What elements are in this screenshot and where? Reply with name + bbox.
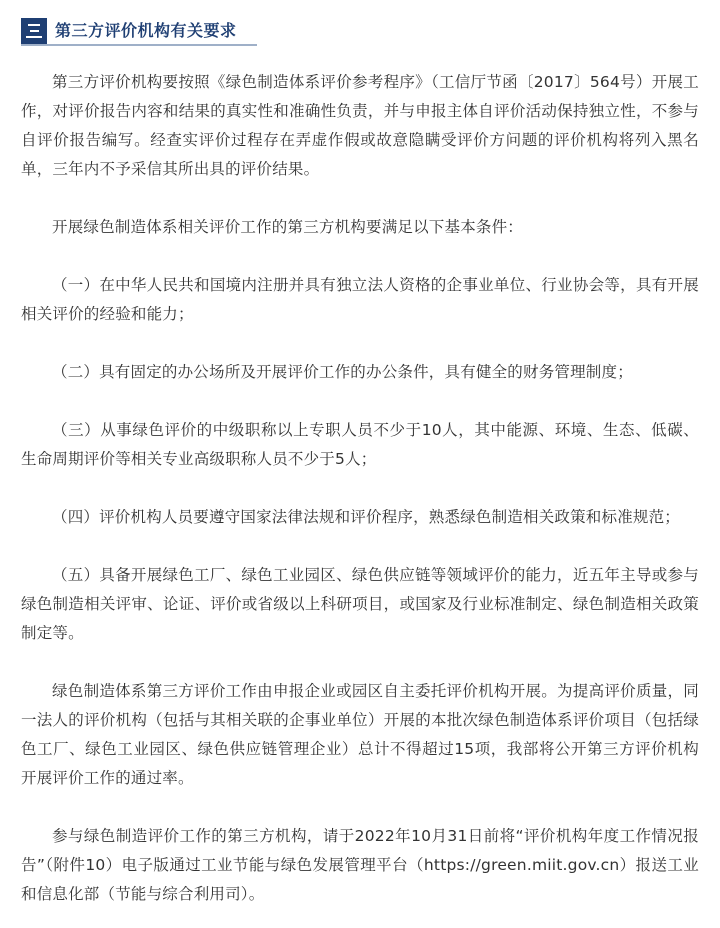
document-body xyxy=(21,68,699,909)
paragraph-requirements-intro: 第三方评价机构要按照《绿色制造体系评价参考程序》（工信厅节函〔2017〕564号）开展工作，对评价报告内容和结果的真实性和准确性负责，并与申报主体自评价活动保持独立性，不参与自评价报告编写。经查实评价过程存在弄虚作假或故意隐瞒受评价方问题的评价机构将列入黑名单，三年内不予采信其所出具的评价结果。 xyxy=(21,73,699,178)
paragraph-commission: 绿色制造体系第三方评价工作由申报企业或园区自主委托评价机构开展。为提高评价质量，同一法人的评价机构（包括与其相关联的企事业单位）开展的本批次绿色制造体系评价项目（包括绿色工厂、绿色工业园区、绿色供应链管理企业）总计不得超过15项，我部将公开第三方评价机构开展评价工作的通过率。 xyxy=(21,682,699,787)
paragraph-condition-5: （五）具备开展绿色工厂、绿色工业园区、绿色供应链等领域评价的能力，近五年主导或参与绿色制造相关评审、论证、评价或省级以上科研项目，或国家及行业标准制定、绿色制造相关政策制定等。 xyxy=(21,566,699,642)
paragraph-condition-2: （二）具有固定的办公场所及开展评价工作的办公条件，具有健全的财务管理制度； xyxy=(52,363,633,381)
paragraph-report-submission: 参与绿色制造评价工作的第三方机构，请于2022年10月31日前将“评价机构年度工作情况报告”（附件10）电子版通过工业节能与绿色发展管理平台（https://green.miit.gov.cn）报送工业和信息化部（节能与综合利用司）。 xyxy=(21,827,699,903)
section-header xyxy=(21,18,257,46)
paragraph-condition-1: （一）在中华人民共和国境内注册并具有独立法人资格的企事业单位、行业协会等，具有开展相关评价的经验和能力； xyxy=(21,276,699,323)
paragraph-basic-conditions: 开展绿色制造体系相关评价工作的第三方机构要满足以下基本条件： xyxy=(52,218,524,236)
section-title: 第三方评价机构有关要求 xyxy=(55,21,237,40)
paragraph-condition-3: （三）从事绿色评价的中级职称以上专职人员不少于10人，其中能源、环境、生态、低碳、生命周期评价等相关专业高级职称人员不少于5人； xyxy=(21,421,699,468)
three-lines-icon xyxy=(21,18,47,44)
paragraph-condition-4: （四）评价机构人员要遵守国家法律法规和评价程序，熟悉绿色制造相关政策和标准规范； xyxy=(52,508,681,526)
